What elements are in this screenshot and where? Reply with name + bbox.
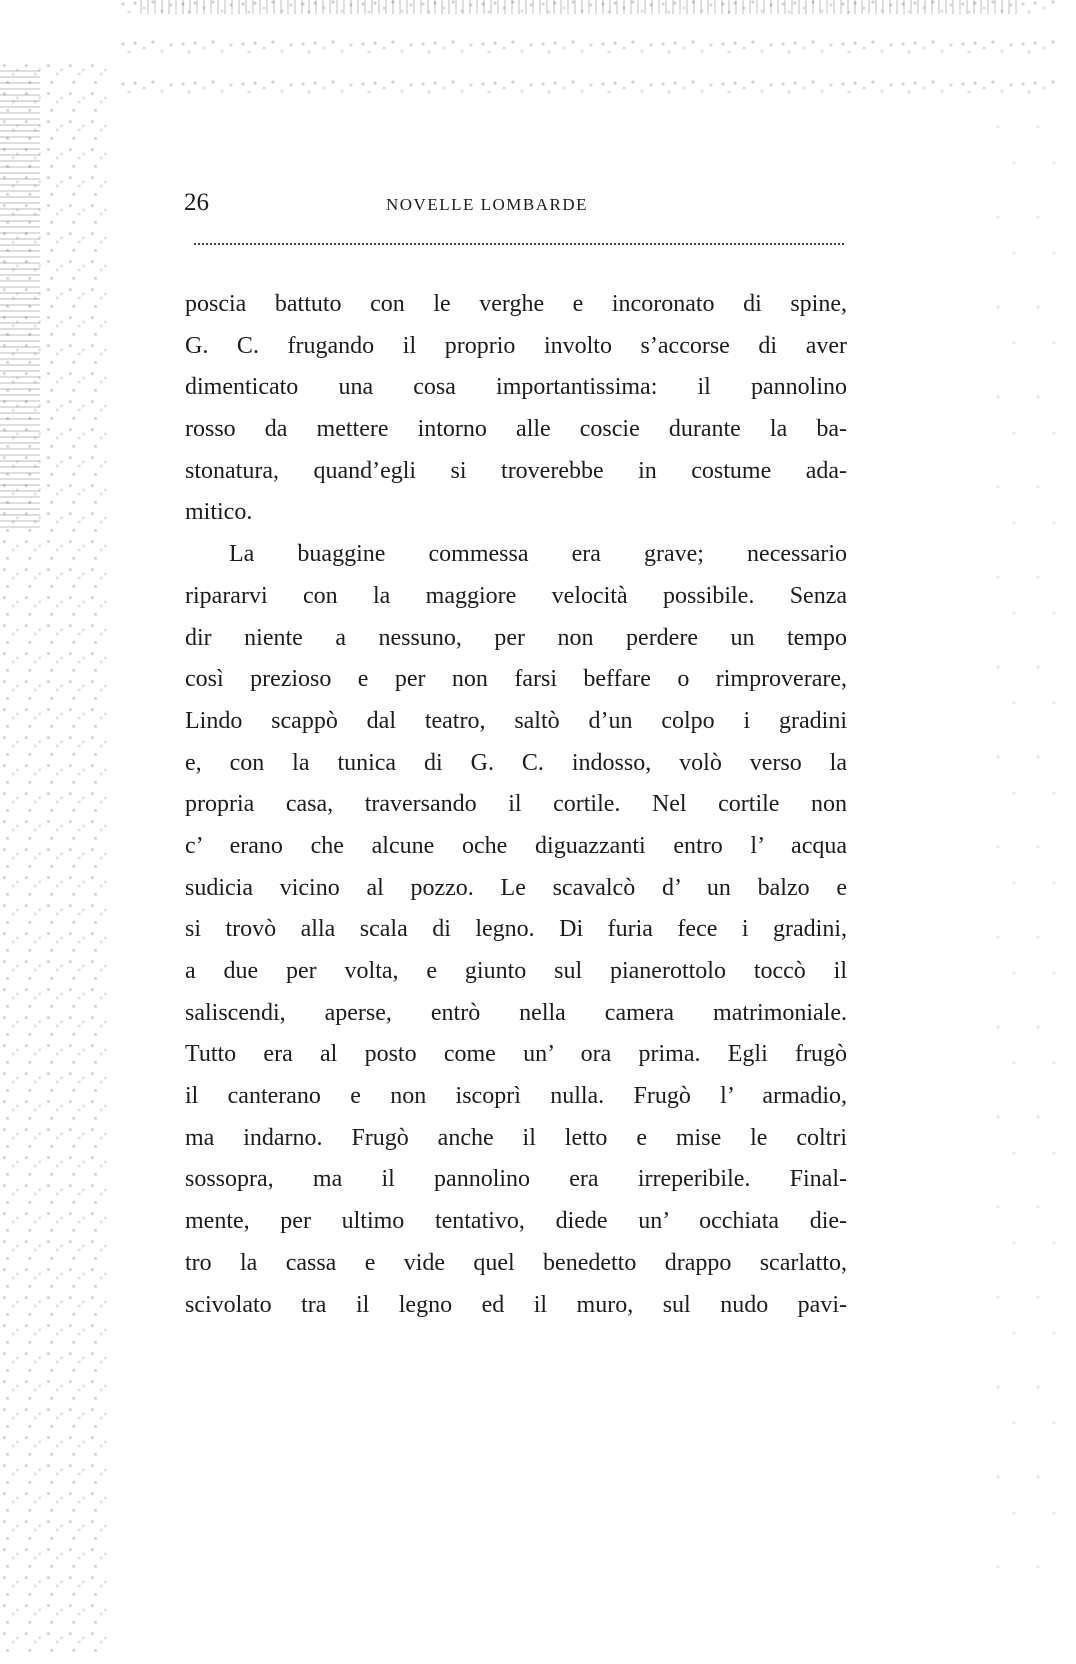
text-line: rosso da mettere intorno alle coscie durante la ba- — [185, 416, 847, 443]
text-line: Lindo scappò dal teatro, saltò d’un colpo i gradini — [185, 707, 847, 734]
text-line: mente, per ultimo tentativo, diede un’ occhiata die- — [185, 1208, 847, 1235]
text-line: e, con la tunica di G. C. indosso, volò verso la — [185, 749, 847, 776]
text-line: sossopra, ma il pannolino era irreperibile. Final- — [185, 1166, 847, 1193]
body-text — [185, 284, 847, 1326]
text-line: propria casa, traversando il cortile. Nel cortile non — [185, 791, 847, 818]
scan-noise-right — [986, 100, 1076, 1600]
text-line-paragraph-start: La buaggine commessa era grave; necessario — [229, 541, 847, 568]
text-line: stonatura, quand’egli si troverebbe in costume ada- — [185, 457, 847, 484]
header-dotted-rule — [194, 243, 844, 245]
scan-noise-top — [120, 0, 1060, 120]
text-line: sudicia vicino al pozzo. Le scavalcò d’ un balzo e — [185, 874, 847, 901]
scan-noise-top-band — [140, 0, 1020, 14]
text-line: il canterano e non iscoprì nulla. Frugò l’ armadio, — [185, 1083, 847, 1110]
text-line: dir niente a nessuno, per non perdere un tempo — [185, 624, 847, 651]
text-line: scivolato tra il legno ed il muro, sul nudo pavi- — [185, 1291, 847, 1318]
text-line: ripararvi con la maggiore velocità possibile. Senza — [185, 582, 847, 609]
text-line: poscia battuto con le verghe e incoronato di spine, — [185, 291, 847, 317]
text-line: si trovò alla scala di legno. Di furia fece i gradini, — [185, 916, 847, 943]
scan-noise-left-edge — [0, 70, 40, 530]
text-line: tro la cassa e vide quel benedetto drappo scarlatto, — [185, 1249, 847, 1276]
running-title: NOVELLE LOMBARDE — [386, 195, 589, 214]
text-line: a due per volta, e giunto sul pianerottolo toccò il — [185, 958, 847, 984]
page-header — [184, 188, 844, 228]
text-line: saliscendi, aperse, entrò nella camera matrimoniale. — [185, 999, 847, 1026]
text-line: c’ erano che alcune oche diguazzanti entro l’ acqua — [185, 832, 847, 859]
text-line: G. C. frugando il proprio involto s’accorse di aver — [185, 332, 847, 359]
page-number: 26 — [184, 189, 209, 216]
text-line: ma indarno. Frugò anche il letto e mise le coltri — [185, 1124, 847, 1151]
text-line: mitico. — [185, 499, 253, 526]
text-line: così prezioso e per non farsi beffare o rimproverare, — [185, 666, 847, 693]
text-line: Tutto era al posto come un’ ora prima. Egli frugò — [185, 1041, 847, 1068]
text-line: dimenticato una cosa importantissima: il pannolino — [185, 374, 847, 401]
